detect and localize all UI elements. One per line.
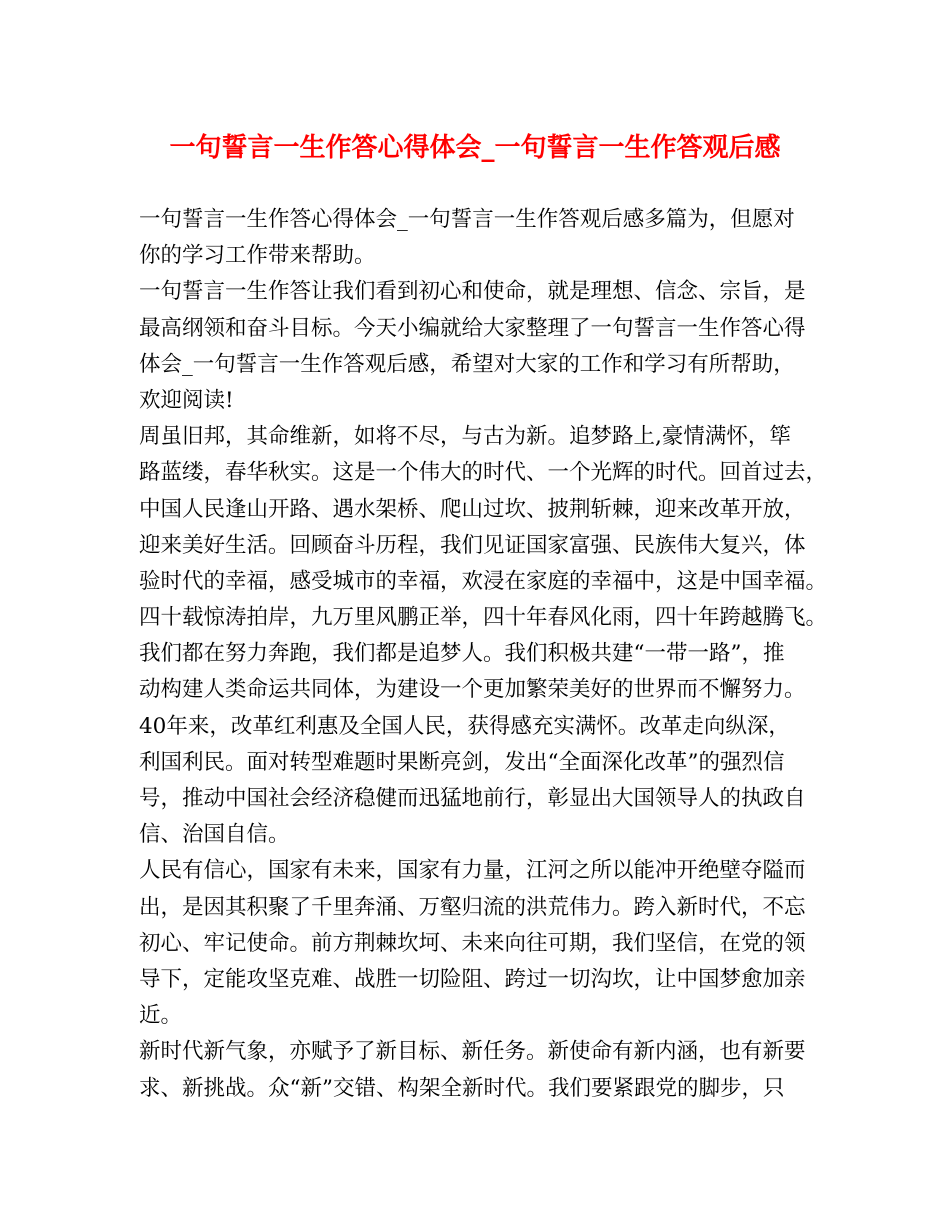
body-line: 欢迎阅读! bbox=[139, 387, 234, 413]
body-line: 最高纲领和奋斗目标。今天小编就给大家整理了一句誓言一生作答心得 bbox=[139, 315, 806, 341]
body-line: 迎来美好生活。回顾奋斗历程，我们见证国家富强、民族伟大复兴，体 bbox=[139, 532, 806, 558]
body-line: 人民有信心，国家有未来，国家有力量，江河之所以能冲开绝壁夺隘而 bbox=[139, 858, 806, 884]
body-line: 利国利民。面对转型难题时果断亮剑，发出“全面深化改革”的强烈信 bbox=[139, 749, 785, 775]
body-line: 周虽旧邦，其命维新，如将不尽，与古为新。追梦路上,豪情满怀，筚 bbox=[139, 424, 791, 450]
body-line: 新时代新气象，亦赋予了新目标、新任务。新使命有新内涵，也有新要 bbox=[139, 1039, 806, 1065]
body-line: 号，推动中国社会经济稳健而迅猛地前行，彰显出大国领导人的执政自 bbox=[139, 786, 806, 811]
body-line: 一句誓言一生作答心得体会_一句誓言一生作答观后感多篇为，但愿对 bbox=[139, 207, 795, 232]
document-title: 一句誓言一生作答心得体会_一句誓言一生作答观后感 bbox=[169, 133, 781, 163]
body-line: 信、治国自信。 bbox=[139, 822, 290, 848]
body-line: 动构建人类命运共同体，为建设一个更加繁荣美好的世界而不懈努力。 bbox=[139, 677, 806, 703]
body-line: 你的学习工作带来帮助。 bbox=[139, 243, 376, 269]
body-line: 体会_一句誓言一生作答观后感，希望对大家的工作和学习有所帮助， bbox=[139, 351, 795, 377]
body-line: 导下，定能攻坚克难、战胜一切险阻、跨过一切沟坎，让中国梦愈加亲 bbox=[139, 966, 806, 992]
body-line: 我们都在努力奔跑，我们都是追梦人。我们积极共建“一带一路”，推 bbox=[139, 641, 785, 667]
body-line: 近。 bbox=[139, 1003, 183, 1029]
body-line: 路蓝缕，春华秋实。这是一个伟大的时代、一个光辉的时代。回首过去， bbox=[139, 460, 828, 486]
body-line: 初心、牢记使命。前方荆棘坎坷、未来向往可期，我们坚信，在党的领 bbox=[139, 930, 806, 956]
body-line: 验时代的幸福，感受城市的幸福，欢浸在家庭的幸福中，这是中国幸福。 bbox=[139, 568, 828, 594]
body-line: 求、新挑战。众“新”交错、构架全新时代。我们要紧跟党的脚步，只 bbox=[139, 1075, 785, 1101]
document-body bbox=[139, 202, 828, 1107]
body-line: 四十载惊涛拍岸，九万里风鹏正举，四十年春风化雨，四十年跨越腾飞。 bbox=[139, 605, 828, 631]
body-line: 一句誓言一生作答让我们看到初心和使命，就是理想、信念、宗旨，是 bbox=[139, 279, 806, 305]
body-line: 40年来，改革红利惠及全国人民，获得感充实满怀。改革走向纵深， bbox=[139, 713, 790, 739]
body-line: 出，是因其积聚了千里奔涌、万壑归流的洪荒伟力。跨入新时代，不忘 bbox=[139, 894, 806, 920]
body-line: 中国人民逢山开路、遇水架桥、爬山过坎、披荆斩棘，迎来改革开放， bbox=[139, 496, 806, 522]
